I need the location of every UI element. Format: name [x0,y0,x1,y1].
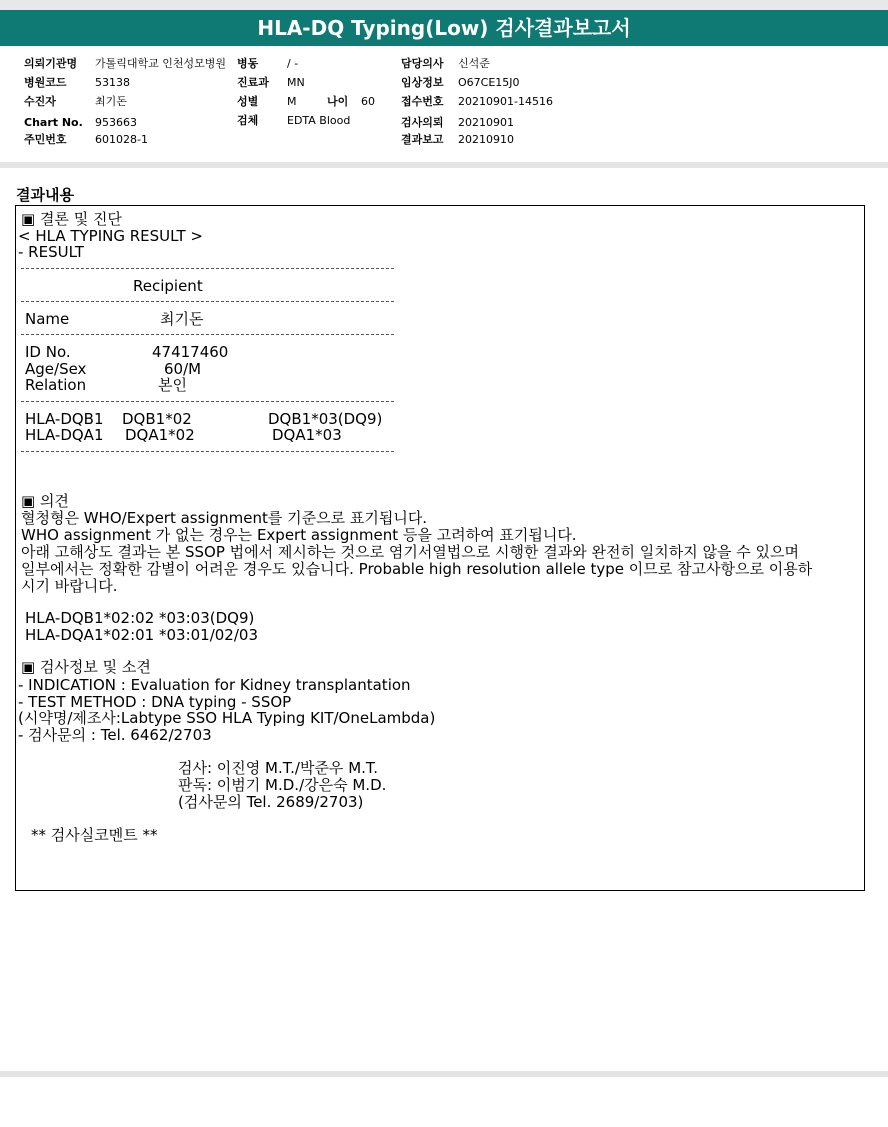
patient-name-row: 수진자 최기돈 [24,95,127,108]
opinion-line: 아래 고해상도 결과는 본 SSOP 법에서 제시하는 것으로 염기서열법으로 시행한 결과와 완전히 일치하지 않을 수 있으며 [21,543,799,561]
opinion-line: 혈청형은 WHO/Expert assignment를 기준으로 표기됩니다. [21,509,428,527]
name-label: Name [25,310,70,328]
clinical-info-row: 임상정보 O67CE15J0 [401,76,520,89]
reagent-line: (시약명/제조사:Labtype SSO HLA Typing KIT/OneLambda) [18,709,436,727]
report-title: HLA-DQ Typing(Low) 검사결과보고서 [0,10,888,46]
header-divider [0,162,888,168]
dashed-divider [21,334,394,335]
result-content-box [15,205,865,891]
conclusion-heading: ▣ 결론 및 진단 [21,210,122,228]
test-method-line: - TEST METHOD : DNA typing - SSOP [18,693,292,711]
doctor-row: 담당의사 신석준 [401,57,490,70]
dashed-divider [21,451,394,452]
high-res-dqb1: HLA-DQB1*02:02 *03:03(DQ9) [25,609,255,627]
dashed-divider [21,268,394,269]
resident-no-row: 주민번호 601028-1 [24,133,148,146]
dqb1-allele2: DQB1*03(DQ9) [268,410,383,428]
agesex-label: Age/Sex [25,360,87,378]
dqb1-allele1: DQB1*02 [122,410,192,428]
receipt-no-row: 접수번호 20210901-14516 [401,95,553,108]
name-value: 최기돈 [160,310,204,328]
result-section-title: 결과내용 [16,186,74,204]
opinion-heading: ▣ 의견 [21,492,69,510]
id-label: ID No. [25,343,71,361]
relation-value: 본인 [158,376,187,394]
contact-line: - 검사문의 : Tel. 6462/2703 [18,726,212,744]
signature-reader: 판독: 이범기 M.D./강은숙 M.D. [178,776,387,794]
institution-row: 의뢰기관명 가톨릭대학교 인천성모병원 [24,57,227,70]
id-value: 47417460 [152,343,229,361]
result-label: - RESULT [18,243,85,261]
department-row: 진료과 MN [237,76,305,89]
dashed-divider [21,401,394,402]
opinion-line: 시기 바랍니다. [21,577,118,595]
agesex-value: 60/M [164,360,202,378]
dashed-divider [21,301,394,302]
opinion-line: WHO assignment 가 없는 경우는 Expert assignment 등을 고려하여 표기됩니다. [21,526,577,544]
test-info-heading: ▣ 검사정보 및 소견 [21,658,151,676]
chart-no-row: Chart No. 953663 [24,116,137,129]
dqa1-allele1: DQA1*02 [125,426,195,444]
high-res-dqa1: HLA-DQA1*02:01 *03:01/02/03 [25,626,258,644]
request-date-row: 검사의뢰 20210901 [401,116,514,129]
sex-row: 성별 M 나이 60 [237,95,375,108]
dqb1-locus: HLA-DQB1 [25,410,104,428]
hospital-code-row: 병원코드 53138 [24,76,130,89]
signature-contact: (검사문의 Tel. 2689/2703) [178,793,364,811]
opinion-line: 일부에서는 정확한 감별이 어려운 경우도 있습니다. Probable high resolution allele type 이므로 참고사항으로 이용하 [21,560,813,578]
footer-divider [0,1071,888,1077]
ward-row: 병동 / - [237,57,299,70]
specimen-row: 검체 EDTA Blood [237,114,351,127]
top-strip [0,0,888,10]
dqa1-allele2: DQA1*03 [272,426,342,444]
relation-label: Relation [25,376,87,394]
report-date-row: 결과보고 20210910 [401,133,514,146]
dqa1-locus: HLA-DQA1 [25,426,104,444]
lab-comment: ** 검사실코멘트 ** [31,826,158,844]
typing-heading: < HLA TYPING RESULT > [18,227,203,245]
indication-line: - INDICATION : Evaluation for Kidney transplantation [18,676,411,694]
recipient-heading: Recipient [133,277,203,295]
signature-tester: 검사: 이진영 M.T./박준우 M.T. [178,759,379,777]
